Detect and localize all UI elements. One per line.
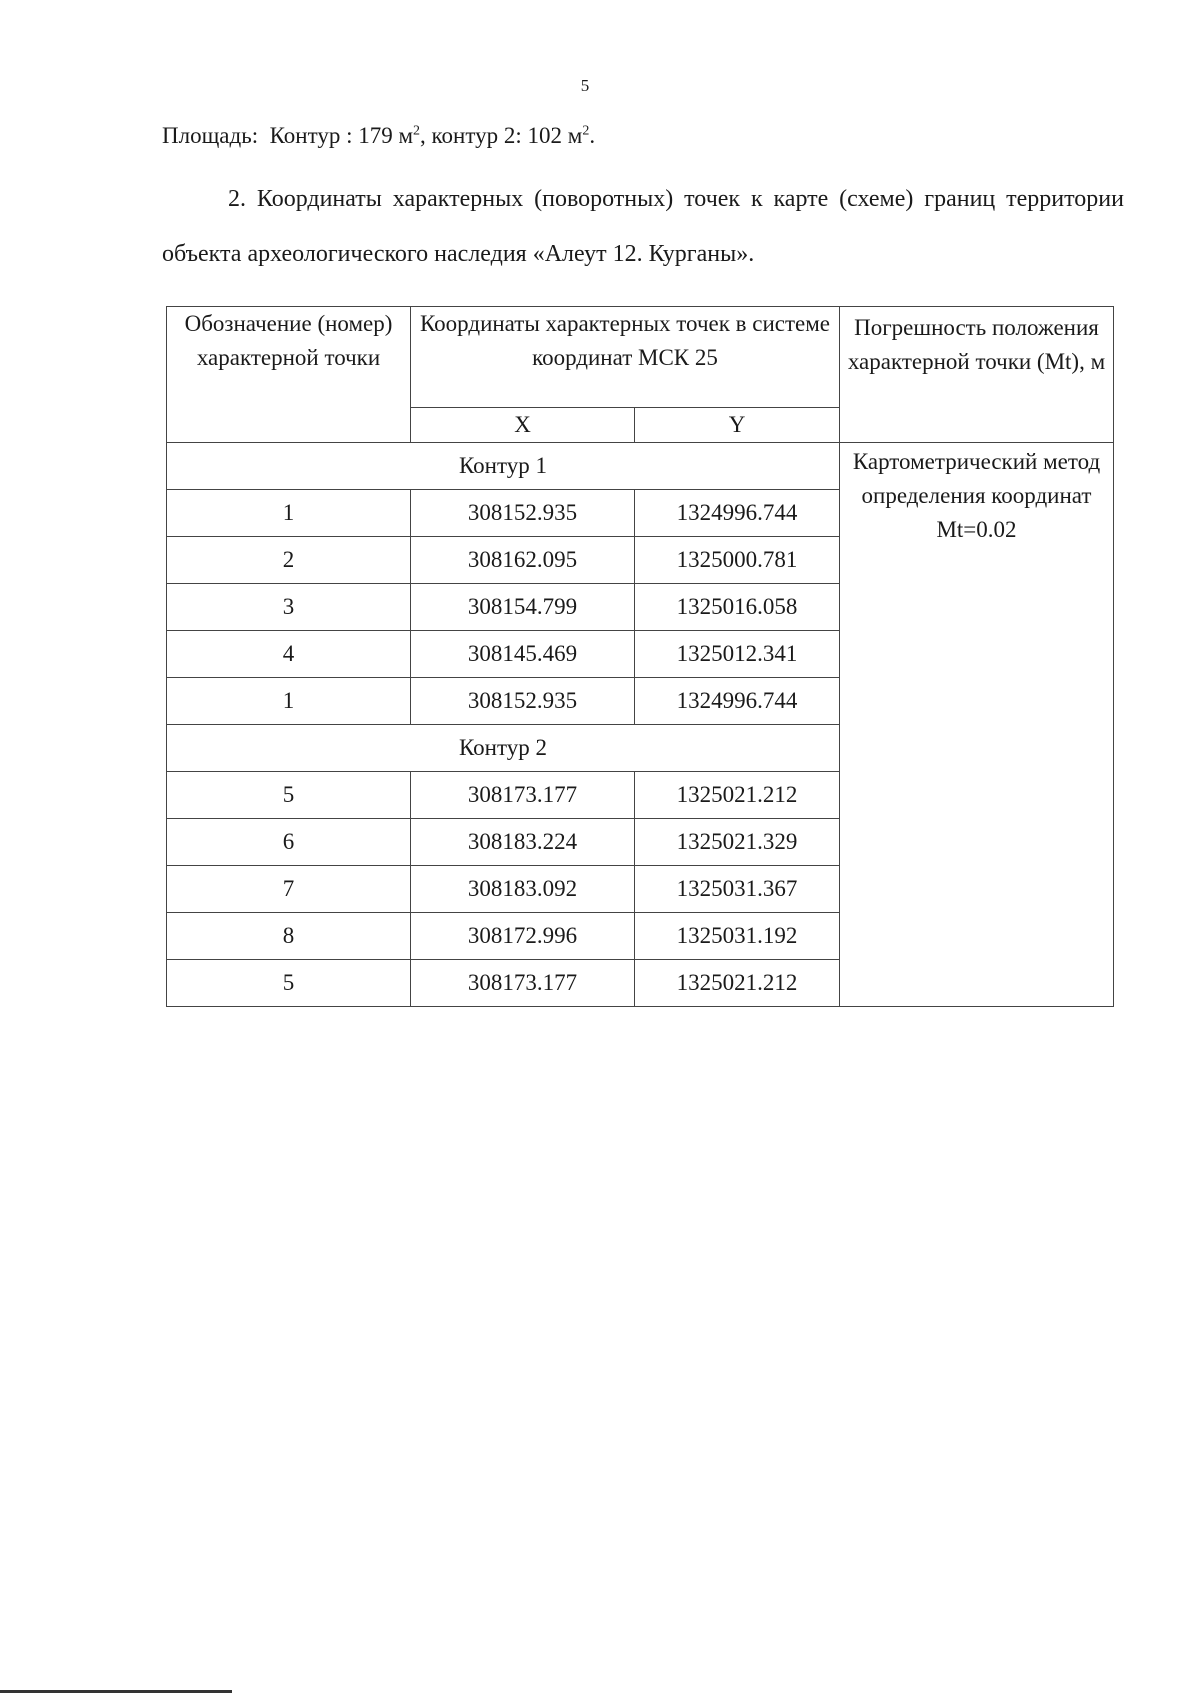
point-cell: 6 — [167, 819, 411, 866]
area-label: Площадь: — [162, 123, 259, 148]
coordinates-paragraph: 2. Координаты характерных (поворотных) точек к карте (схеме) границ территории объекта археологического наследия «Алеут 12. Курганы». — [162, 186, 1124, 267]
point-cell: 7 — [167, 866, 411, 913]
y-cell: 1325031.367 — [635, 866, 840, 913]
area-contour1: Контур : 179 м — [269, 123, 414, 148]
header-x: X — [411, 408, 635, 443]
y-cell: 1325021.329 — [635, 819, 840, 866]
header-y: Y — [635, 408, 840, 443]
x-cell: 308162.095 — [411, 537, 635, 584]
x-cell: 308183.224 — [411, 819, 635, 866]
header-coords: Координаты характерных точек в системе координат МСК 25 — [411, 307, 840, 408]
point-cell: 4 — [167, 631, 411, 678]
y-cell: 1324996.744 — [635, 678, 840, 725]
contour-title: Контур 2 — [167, 725, 840, 772]
area-contour2: контур 2: 102 м — [431, 123, 583, 148]
x-cell: 308152.935 — [411, 678, 635, 725]
page-number: 5 — [580, 76, 590, 95]
x-cell: 308173.177 — [411, 960, 635, 1007]
y-cell: 1325016.058 — [635, 584, 840, 631]
x-cell: 308152.935 — [411, 490, 635, 537]
y-cell: 1325021.212 — [635, 960, 840, 1007]
area-end: . — [589, 123, 596, 148]
x-cell: 308172.996 — [411, 913, 635, 960]
contour-1-title-row — [167, 443, 1114, 490]
x-cell: 308154.799 — [411, 584, 635, 631]
x-cell: 308145.469 — [411, 631, 635, 678]
point-cell: 1 — [167, 490, 411, 537]
point-cell: 5 — [167, 772, 411, 819]
point-cell: 3 — [167, 584, 411, 631]
area-contour1-unit-power: 2 — [413, 123, 421, 139]
area-contour2-unit-power: 2 — [582, 123, 590, 139]
x-cell: 308173.177 — [411, 772, 635, 819]
contour-title: Контур 1 — [167, 443, 840, 490]
y-cell: 1324996.744 — [635, 490, 840, 537]
header-point: Обозначение (номер) характерной точки — [167, 307, 411, 443]
y-cell: 1325021.212 — [635, 772, 840, 819]
x-cell: 308183.092 — [411, 866, 635, 913]
point-cell: 2 — [167, 537, 411, 584]
y-cell: 1325031.192 — [635, 913, 840, 960]
table-header-row — [167, 307, 1114, 408]
area-separator: , — [420, 123, 432, 148]
area-line — [162, 123, 595, 149]
bottom-edge-mark — [0, 1690, 232, 1693]
point-cell: 5 — [167, 960, 411, 1007]
point-cell: 8 — [167, 913, 411, 960]
point-cell: 1 — [167, 678, 411, 725]
y-cell: 1325000.781 — [635, 537, 840, 584]
method-note: Картометрический метод определения координат Mt=0.02 — [840, 443, 1114, 1007]
coordinates-table — [166, 306, 1114, 1007]
header-error: Погрешность положения характерной точки (Mt), м — [840, 307, 1114, 443]
y-cell: 1325012.341 — [635, 631, 840, 678]
